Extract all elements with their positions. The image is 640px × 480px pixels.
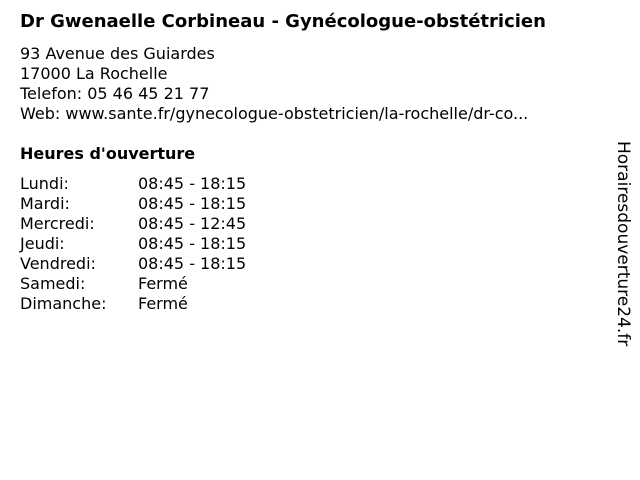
day-label: Lundi: bbox=[20, 174, 69, 193]
hours-row-wednesday bbox=[20, 214, 246, 234]
time-value: Fermé bbox=[138, 294, 188, 313]
time-value: Fermé bbox=[138, 274, 188, 293]
website-url: Web: www.sante.fr/gynecologue-obstetricien/la-rochelle/dr-co... bbox=[20, 104, 529, 123]
hours-row-friday bbox=[20, 254, 246, 274]
time-value: 08:45 - 18:15 bbox=[138, 174, 247, 193]
phone-number: Telefon: 05 46 45 21 77 bbox=[20, 84, 210, 103]
hours-row-saturday bbox=[20, 274, 246, 294]
day-label: Mercredi: bbox=[20, 214, 95, 233]
time-value: 08:45 - 18:15 bbox=[138, 234, 247, 253]
time-value: 08:45 - 18:15 bbox=[138, 254, 247, 273]
opening-hours-table bbox=[20, 174, 246, 314]
opening-hours-heading: Heures d'ouverture bbox=[20, 144, 196, 163]
day-label: Vendredi: bbox=[20, 254, 96, 273]
address-block bbox=[20, 44, 528, 124]
day-label: Jeudi: bbox=[20, 234, 65, 253]
day-label: Dimanche: bbox=[20, 294, 107, 313]
site-watermark bbox=[606, 118, 640, 370]
watermark-text: Horairesdouverture24.fr bbox=[613, 141, 633, 347]
hours-row-thursday bbox=[20, 234, 246, 254]
time-value: 08:45 - 12:45 bbox=[138, 214, 247, 233]
day-label: Mardi: bbox=[20, 194, 70, 213]
city-postal: 17000 La Rochelle bbox=[20, 64, 168, 83]
day-label: Samedi: bbox=[20, 274, 86, 293]
time-value: 08:45 - 18:15 bbox=[138, 194, 247, 213]
hours-row-tuesday bbox=[20, 194, 246, 214]
street-address: 93 Avenue des Guiardes bbox=[20, 44, 215, 63]
page-title: Dr Gwenaelle Corbineau - Gynécologue-obstétricien bbox=[20, 11, 546, 32]
hours-row-sunday bbox=[20, 294, 246, 314]
hours-row-monday bbox=[20, 174, 246, 194]
